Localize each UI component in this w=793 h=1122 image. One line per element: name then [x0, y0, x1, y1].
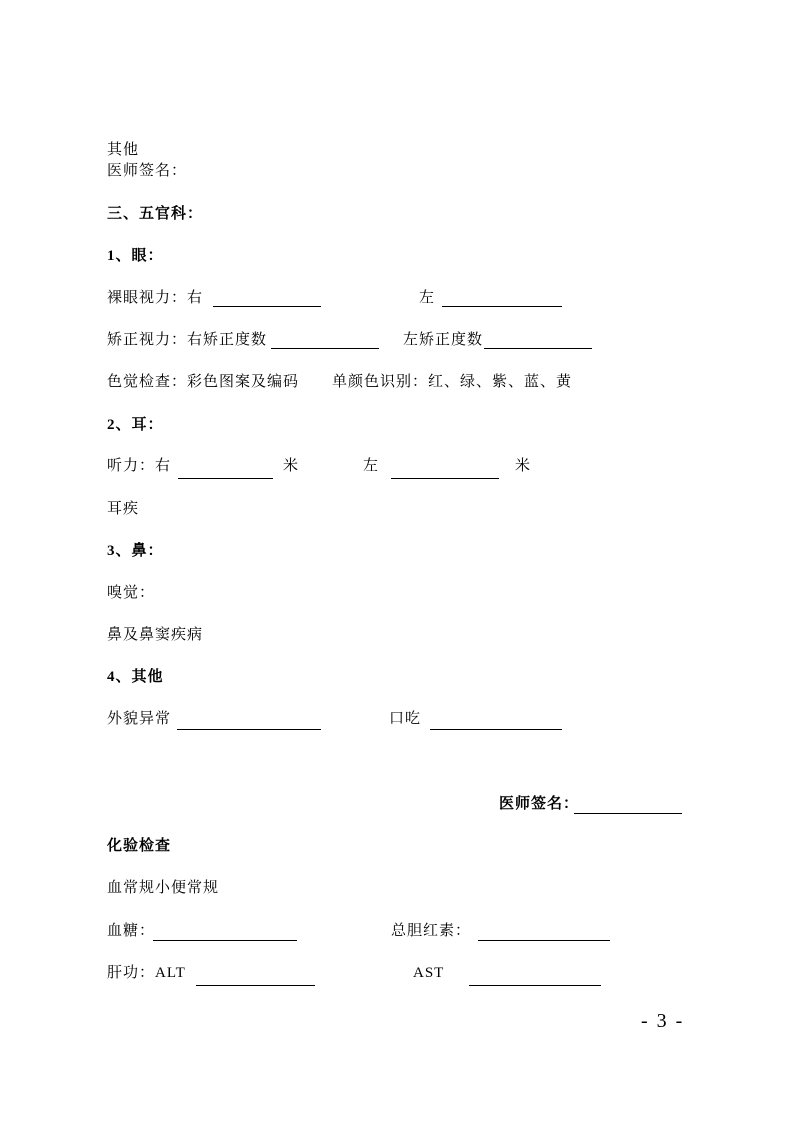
naked-vision-left-label: 左	[419, 290, 436, 306]
corrected-vision-left-label: 左矫正度数	[403, 332, 484, 348]
ent-doctor-signature-label: 医师签名：	[499, 796, 580, 812]
single-color-label: 单颜色识别：红、绿、紫、蓝、黄	[332, 374, 573, 390]
other-exam-label: 其他	[107, 142, 140, 158]
total-bilirubin-label: 总胆红素：	[391, 923, 472, 939]
stutter-label: 口吃	[389, 711, 422, 727]
ear-heading: 2、耳：	[107, 417, 164, 433]
ast-blank	[469, 985, 601, 986]
stutter-blank	[430, 729, 562, 730]
ent-doctor-signature-blank	[574, 813, 682, 814]
naked-vision-right-blank	[213, 306, 321, 307]
ent-section-heading: 三、五官科：	[107, 206, 204, 222]
other-heading: 4、其他	[107, 669, 164, 685]
corrected-vision-left-blank	[484, 348, 592, 349]
hearing-right-label: 听力：右	[107, 458, 172, 474]
sinus-disease-label: 鼻及鼻窦疾病	[107, 627, 204, 643]
ear-disease-label: 耳疾	[107, 501, 140, 517]
lab-tests-heading: 化验检查	[107, 838, 172, 854]
appearance-abnormal-label: 外貌异常	[107, 711, 172, 727]
appearance-abnormal-blank	[177, 729, 321, 730]
blood-glucose-blank	[153, 940, 297, 941]
doctor-signature-label: 医师签名：	[107, 163, 188, 179]
eye-heading: 1、眼：	[107, 248, 164, 264]
liver-function-alt-label: 肝功：ALT	[107, 965, 186, 981]
corrected-vision-right-label: 矫正视力：右矫正度数	[107, 332, 268, 348]
hearing-right-blank	[178, 478, 273, 479]
hearing-left-unit: 米	[515, 458, 532, 474]
naked-vision-right-label: 裸眼视力：右	[107, 290, 204, 306]
total-bilirubin-blank	[478, 940, 610, 941]
color-vision-label: 色觉检查：彩色图案及编码	[107, 374, 300, 390]
hearing-left-label: 左	[363, 458, 380, 474]
alt-blank	[196, 985, 315, 986]
ast-label: AST	[413, 965, 445, 981]
smell-label: 嗅觉：	[107, 585, 156, 601]
blood-urine-routine-label: 血常规小便常规	[107, 880, 220, 896]
corrected-vision-right-blank	[271, 348, 379, 349]
blood-glucose-label: 血糖：	[107, 923, 156, 939]
nose-heading: 3、鼻：	[107, 543, 164, 559]
page-number: - 3 -	[641, 1010, 685, 1032]
hearing-right-unit: 米	[283, 458, 300, 474]
hearing-left-blank	[391, 478, 499, 479]
naked-vision-left-blank	[442, 306, 562, 307]
